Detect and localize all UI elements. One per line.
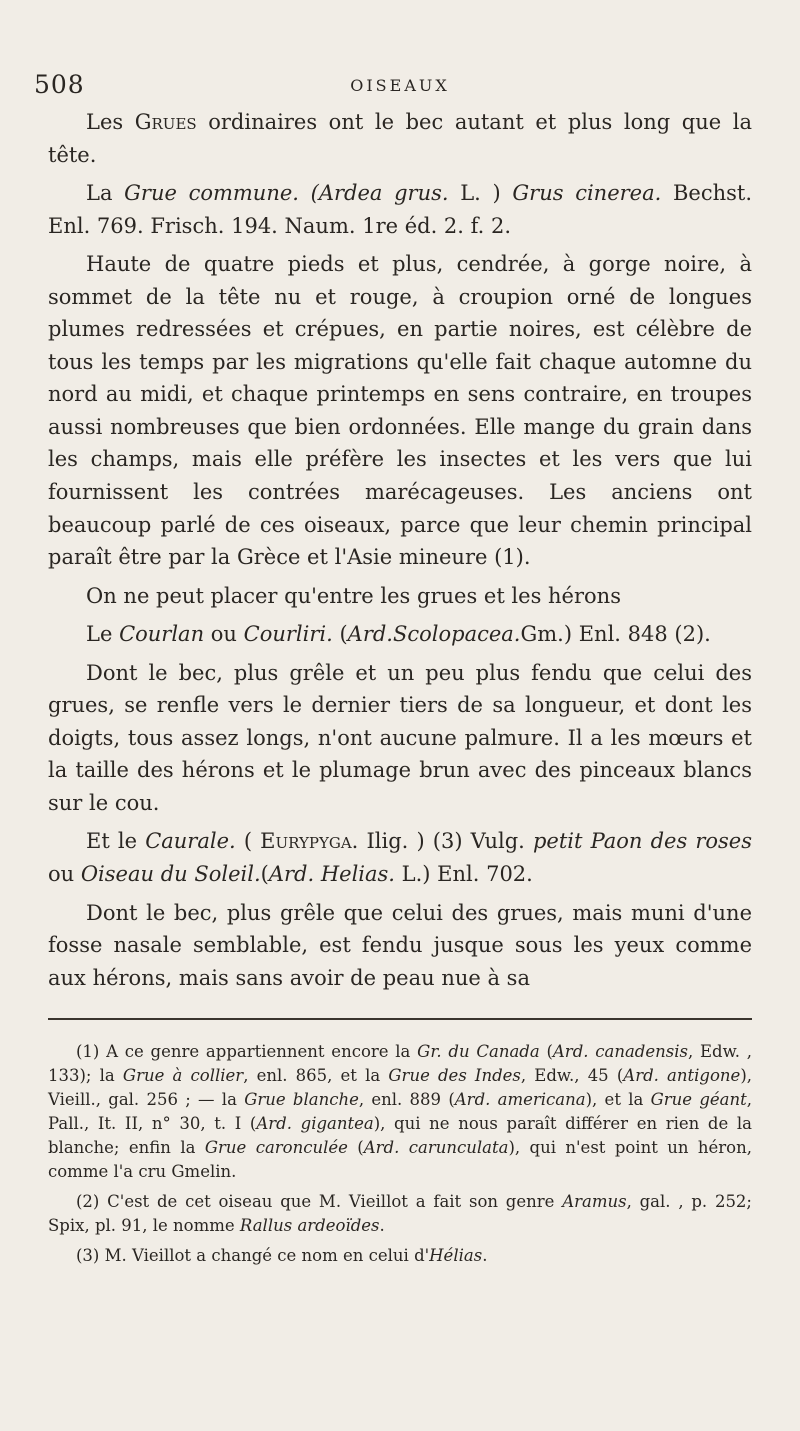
paragraph-caurale	[48, 825, 752, 890]
text-run: (2) C'est de cet oiseau que M. Vieillot a fait son genre	[76, 1191, 563, 1211]
italic-run: Grue caronculée	[204, 1137, 348, 1157]
paragraph-grue-commune	[48, 177, 752, 242]
species-name: Courliri.	[243, 622, 333, 647]
text-run: (1) A ce genre appartiennent encore la	[76, 1042, 418, 1062]
paragraph-transition: On ne peut placer qu'entre les grues et les hérons	[86, 583, 621, 608]
paragraph-description-grue: Haute de quatre pieds et plus, cendrée, à gorge noire, à sommet de la tête nu et rouge, à croupion orné de longues plumes redressées et crépues, en partie noires, est célèbre de tous les temps par les migrations qu'elle fait chaque automne du nord au midi, et chaque printemps en sens contraire, en troupes aussi nombreuses que bien ordonnées. Elle mange du grain dans les champs, mais elle préfère les insectes et les vers que lui fournissent les contrées marécageuses. Les anciens ont beaucoup parlé de ces oiseaux, parce que leur chemin principal paraît être par la Grèce et l'Asie mineure (1).	[48, 252, 752, 570]
vernacular-name: petit Paon des roses	[532, 829, 753, 854]
italic-run: Ard. gigantea	[256, 1113, 374, 1133]
text-run: ordinaires ont le bec autant et plus long que la tête.	[48, 110, 752, 167]
text-run: (3) M. Vieillot a changé ce nom en celui d'	[76, 1245, 430, 1265]
species-name: Grue commune. (Ardea grus.	[124, 181, 449, 206]
text-run: (	[260, 862, 269, 887]
footnote-divider	[48, 1018, 752, 1020]
text-run: , Pall., It. II, n° 30, t. I (	[48, 1090, 753, 1133]
text-run: L.) Enl. 702.	[395, 862, 533, 887]
page-number: 508	[34, 70, 85, 99]
text-run: ), et la	[585, 1090, 651, 1110]
text-run: Et le	[86, 829, 146, 854]
text-run: La	[86, 181, 125, 206]
text-run: ou	[48, 862, 81, 887]
footnotes	[48, 1040, 752, 1267]
text-run: ), qui n'est point un héron, comme l'a cru Gmelin.	[48, 1137, 752, 1181]
footnote-1	[48, 1040, 752, 1184]
text-run: Le	[86, 622, 120, 647]
italic-run: Grue blanche	[244, 1090, 359, 1110]
footnote-2	[48, 1190, 752, 1238]
italic-run: Grue des Indes	[388, 1066, 521, 1086]
italic-run: Grue à collier	[122, 1066, 244, 1086]
text-run: .	[482, 1245, 488, 1265]
text-run: L. )	[448, 181, 513, 206]
italic-run: Ard. antigone	[623, 1066, 741, 1086]
italic-run: Grue géant	[650, 1090, 747, 1110]
text-run: Les	[86, 110, 135, 134]
species-name: Ard. Helias.	[268, 862, 395, 887]
italic-run: Ard. americana	[454, 1090, 586, 1110]
text-run: (	[539, 1042, 553, 1062]
main-text	[48, 106, 752, 994]
italic-run: Aramus	[562, 1191, 627, 1211]
text-run: , enl. 865, et la	[243, 1066, 389, 1086]
text-run: Ilig. ) (3) Vulg.	[358, 829, 533, 854]
text-run: (	[347, 1137, 364, 1157]
text-run: (	[332, 622, 348, 647]
footnote-3	[48, 1244, 752, 1268]
text-run: , enl. 889 (	[358, 1090, 455, 1110]
text-run: ou	[204, 622, 244, 647]
text-run: , gal. , p. 252; Spix, pl. 91, le nomme	[48, 1191, 752, 1235]
species-name: Grus cinerea.	[512, 181, 662, 206]
italic-run: Ard. canadensis	[552, 1042, 688, 1062]
species-name: Ard.Scolopacea.	[347, 622, 521, 647]
vernacular-name: Oiseau du Soleil.	[80, 862, 261, 887]
text-run: Gm.) Enl. 848 (2).	[520, 622, 711, 647]
paragraph-grues	[48, 106, 752, 171]
genus-name: Grues	[134, 110, 197, 134]
text-run: (	[235, 829, 261, 854]
text-run: Bechst. Enl. 769. Frisch. 194. Naum. 1re éd. 2. f. 2.	[48, 181, 753, 238]
genus-name: Eurypyga.	[260, 829, 359, 854]
italic-run: Rallus ardeoïdes	[239, 1215, 380, 1235]
paragraph-courlan	[48, 618, 752, 651]
paragraph-description-caurale: Dont le bec, plus grêle que celui des grues, mais muni d'une fosse nasale semblable, est fendu jusque sous les yeux comme aux hérons, mais sans avoir de peau nue à sa	[48, 900, 752, 990]
page-header	[34, 70, 752, 106]
text-run: .	[379, 1215, 385, 1235]
text-run: , Edw. , 133); la	[48, 1042, 752, 1086]
species-name: Caurale.	[145, 829, 236, 854]
italic-run: Ard. carunculata	[363, 1137, 509, 1157]
text-run: , Edw., 45 (	[520, 1066, 624, 1086]
italic-run: Hélias	[429, 1245, 483, 1265]
italic-run: Gr. du Canada	[417, 1042, 540, 1062]
paragraph-description-courlan: Dont le bec, plus grêle et un peu plus fendu que celui des grues, se renfle vers le dernier tiers de sa longueur, et dont les doigts, tous assez longs, n'ont aucune palmure. Il a les mœurs et la taille des hérons et le plumage brun avec des pinceaux blancs sur le cou.	[48, 660, 752, 815]
text-run: ), qui ne nous paraît différer en rien de la blanche; enfin la	[48, 1113, 753, 1157]
species-name: Courlan	[119, 622, 205, 647]
text-run: ), Vieill., gal. 256 ; — la	[48, 1066, 752, 1110]
running-head: OISEAUX	[350, 76, 450, 95]
